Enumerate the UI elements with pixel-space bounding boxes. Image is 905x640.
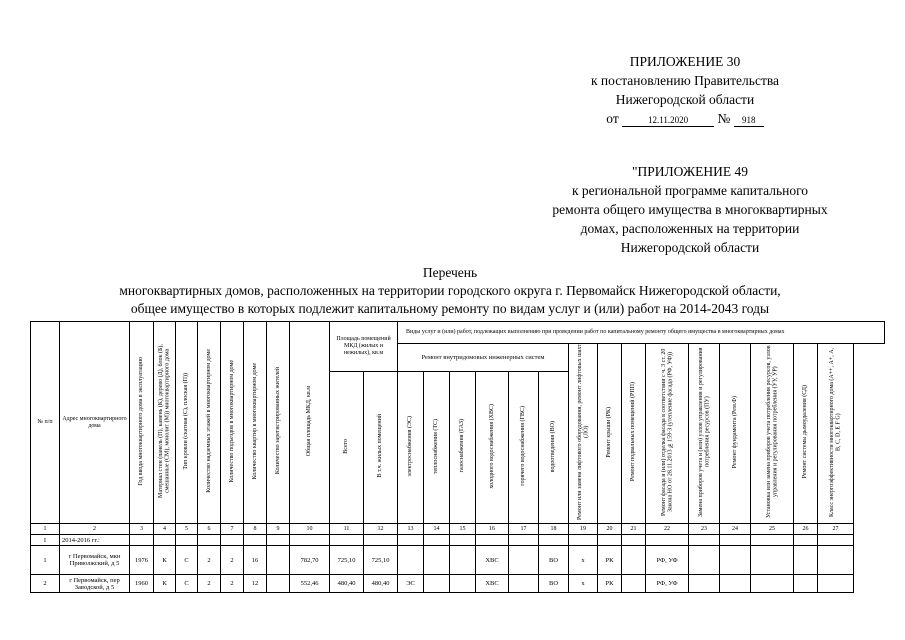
header-smoke: Ремонт системы дымоудаления (СД): [802, 385, 809, 479]
col-number: 20: [598, 524, 622, 535]
col-number: 6: [198, 524, 221, 535]
col-number: 9: [267, 524, 290, 535]
col-number: 10: [290, 524, 330, 535]
cell-total-area: 552,46: [290, 575, 330, 593]
cell-facade: РФ, УФ: [646, 546, 689, 575]
col-number: 3: [130, 524, 154, 535]
cell-floors: 2: [198, 546, 221, 575]
period-label: 2014-2016 гг.:: [60, 535, 130, 546]
cell-facade: РФ, УФ: [646, 575, 689, 593]
appendix-30-block: [560, 52, 810, 128]
cell-entrances: 2: [221, 575, 244, 593]
col-number: 12: [364, 524, 398, 535]
cell-ts: [424, 546, 450, 575]
cell-gas: [450, 575, 476, 593]
table-row: [31, 575, 885, 593]
cell-area-all: 480,40: [330, 575, 364, 593]
col-number: 21: [622, 524, 646, 535]
cell-smoke: [794, 546, 818, 575]
appendix-49-line3: домах, расположенных на территории: [580, 221, 800, 236]
appendix-30-title: ПРИЛОЖЕНИЕ 30: [629, 54, 741, 69]
appendix-49-line4: Нижегородской области: [620, 240, 760, 255]
cell-basement: [622, 575, 646, 593]
header-roof-repair: Ремонт крыши (РК): [606, 406, 613, 458]
header-area-living: В т.ч. жилых помещений: [377, 414, 384, 478]
header-area-group: Площадь помещений МКД (жилых и нежилых), кв.м: [330, 322, 398, 372]
header-es: электроснабжения (ЭС): [407, 415, 414, 477]
cell-meters: [689, 575, 720, 593]
from-label: от: [606, 111, 619, 126]
cell-roof-repair: РК: [598, 546, 622, 575]
col-number: 18: [539, 524, 569, 535]
cell-address: г Первомайск, пер Заводской, д 5: [60, 575, 130, 593]
cell-gvs: [509, 546, 539, 575]
cell-vo: ВО: [539, 575, 569, 593]
header-control-units: Установка или замена приборов учета потребления ресурсов, узлов управления и регулирования потребления (УУ, УР): [765, 345, 779, 519]
header-ts: теплоснабжения (ТС): [433, 418, 440, 474]
houses-table: [30, 321, 885, 593]
header-gas: газоснабжения (ГАЗ): [459, 419, 466, 473]
cell-control-units: [751, 575, 794, 593]
cell-hvs: ХВС: [476, 546, 509, 575]
cell-total-area: 782,70: [290, 546, 330, 575]
cell-smoke: [794, 575, 818, 593]
header-num: № п/п: [31, 322, 60, 524]
header-engineering: Ремонт внутридомовых инженерных систем: [398, 344, 569, 372]
cell-entrances: 2: [221, 546, 244, 575]
cell-year: 1960: [130, 575, 154, 593]
col-number: 7: [221, 524, 244, 535]
cell-roof: С: [176, 546, 198, 575]
header-roof: Тип кровли (скатная (С), плоская (П)): [183, 372, 190, 470]
appendix-30-line1: к постановлению Правительства: [590, 73, 780, 88]
cell-wall: К: [154, 575, 176, 593]
header-meters: Замена приборов учета и (или) узлов управления и регулирования потребления ресурсов (ПУ): [697, 347, 711, 517]
col-number: 13: [398, 524, 424, 535]
col-number: 1: [31, 524, 60, 535]
appendix-49-line1: к региональной программе капитального: [571, 183, 809, 198]
col-number: 24: [720, 524, 751, 535]
cell-energy-class: [818, 546, 854, 575]
appendix-30-line2: Нижегородской области: [615, 92, 755, 107]
cell-ts: [424, 575, 450, 593]
cell-registered: [267, 575, 290, 593]
document-title: [60, 264, 840, 318]
cell-hvs: ХВС: [476, 575, 509, 593]
header-apartments: Количество квартир в многоквартирном доме: [251, 362, 258, 480]
header-registered: Количество зарегистрированных жителей: [274, 367, 281, 475]
cell-num: 1: [31, 546, 60, 575]
header-basement: Ремонт подвальных помещений (РПП): [630, 382, 637, 482]
col-number: 11: [330, 524, 364, 535]
cell-foundation: [720, 575, 751, 593]
title-line3: общее имущество в которых подлежит капитальному ремонту по видам услуг и (или) работ на 2014-2043 годы: [130, 301, 770, 316]
cell-area-living: 725,10: [364, 546, 398, 575]
cell-lift: х: [569, 546, 598, 575]
col-number: 15: [450, 524, 476, 535]
period-num: I: [31, 535, 60, 546]
cell-roof: С: [176, 575, 198, 593]
cell-gvs: [509, 575, 539, 593]
cell-area-living: 480,40: [364, 575, 398, 593]
header-entrances: Количество подъездов в многоквартирном доме: [228, 359, 235, 483]
header-address: Адрес многоквартирного дома: [60, 322, 130, 524]
number-label: №: [717, 111, 731, 126]
header-wall: Материал стен (панель (П), камень (К), дерево (Д), блок (Б), смешанные (СМ), монолит (М)) многоквартирного дома: [158, 344, 171, 498]
header-total-area: Общая площадь МКД, кв.м: [306, 385, 313, 457]
col-number: 27: [818, 524, 854, 535]
cell-control-units: [751, 546, 794, 575]
cell-registered: [267, 546, 290, 575]
header-lift: Ремонт или замена лифтового оборудования, ремонт лифтовых шахт (ЛО): [576, 344, 590, 520]
cell-wall: К: [154, 546, 176, 575]
col-number: 4: [154, 524, 176, 535]
col-number: 17: [509, 524, 539, 535]
cell-apartments: 16: [244, 546, 267, 575]
cell-lift: х: [569, 575, 598, 593]
col-number: 14: [424, 524, 450, 535]
col-number: 16: [476, 524, 509, 535]
title-line2: многоквартирных домов, расположенных на территории городского округа г. Первомайск Нижегородской области,: [119, 283, 781, 298]
cell-basement: [622, 546, 646, 575]
col-number: 19: [569, 524, 598, 535]
decree-date: 12.11.2020: [622, 115, 714, 127]
col-number: 22: [646, 524, 689, 535]
appendix-49-title: "ПРИЛОЖЕНИЕ 49: [631, 164, 749, 179]
cell-gas: [450, 546, 476, 575]
header-energy-class: Класс энергоэффективности многоквартирного дома (А++, А+, А, В, С, D, E F G): [829, 347, 842, 517]
cell-energy-class: [818, 575, 854, 593]
header-gvs: горячего водоснабжения (ГВС): [520, 406, 527, 487]
col-number: 5: [176, 524, 198, 535]
cell-es: ЭС: [398, 575, 424, 593]
cell-num: 2: [31, 575, 60, 593]
col-number: 2: [60, 524, 130, 535]
appendix-49-block: [520, 162, 860, 257]
cell-roof-repair: РК: [598, 575, 622, 593]
cell-meters: [689, 546, 720, 575]
cell-area-all: 725,10: [330, 546, 364, 575]
header-floors: Количество надземных этажей в многоквартирном доме: [205, 349, 212, 493]
cell-floors: 2: [198, 575, 221, 593]
cell-apartments: 12: [244, 575, 267, 593]
appendix-49-line2: ремонта общего имущества в многоквартирных: [552, 202, 828, 217]
appendix-30-date-line: [560, 109, 810, 128]
col-number: 25: [751, 524, 794, 535]
header-facade: Ремонт фасада и (или) отделка фасада в соответствии с ч. 3 ст. 20 Закона НО от 28.11.2013 №159-З (утепление фасада (РФ, УФ)): [660, 348, 674, 516]
col-number: 8: [244, 524, 267, 535]
header-year: Год ввода многоквартирного дома в эксплуатацию: [138, 356, 145, 486]
col-number: 23: [689, 524, 720, 535]
cell-es: [398, 546, 424, 575]
table-row: [31, 546, 885, 575]
col-number: 26: [794, 524, 818, 535]
cell-year: 1976: [130, 546, 154, 575]
header-foundation: Ремонт фундамента (Рем.Ф): [731, 395, 738, 469]
cell-address: г Первомайск, мкн Приволжский, д 5: [60, 546, 130, 575]
cell-foundation: [720, 546, 751, 575]
decree-number: 918: [734, 115, 764, 127]
cell-vo: ВО: [539, 546, 569, 575]
title-line1: Перечень: [422, 265, 478, 280]
header-services: Виды услуг и (или) работ, подлежащих выполнению при проведении работ по капитальному ремонту общего имущества в многоквартирных домах: [398, 322, 885, 344]
header-area-all: Всего: [343, 438, 350, 454]
header-hvs: холодного водоснабжения (ХВС): [488, 403, 495, 489]
header-vo: водоотведения (ВО): [550, 420, 557, 472]
